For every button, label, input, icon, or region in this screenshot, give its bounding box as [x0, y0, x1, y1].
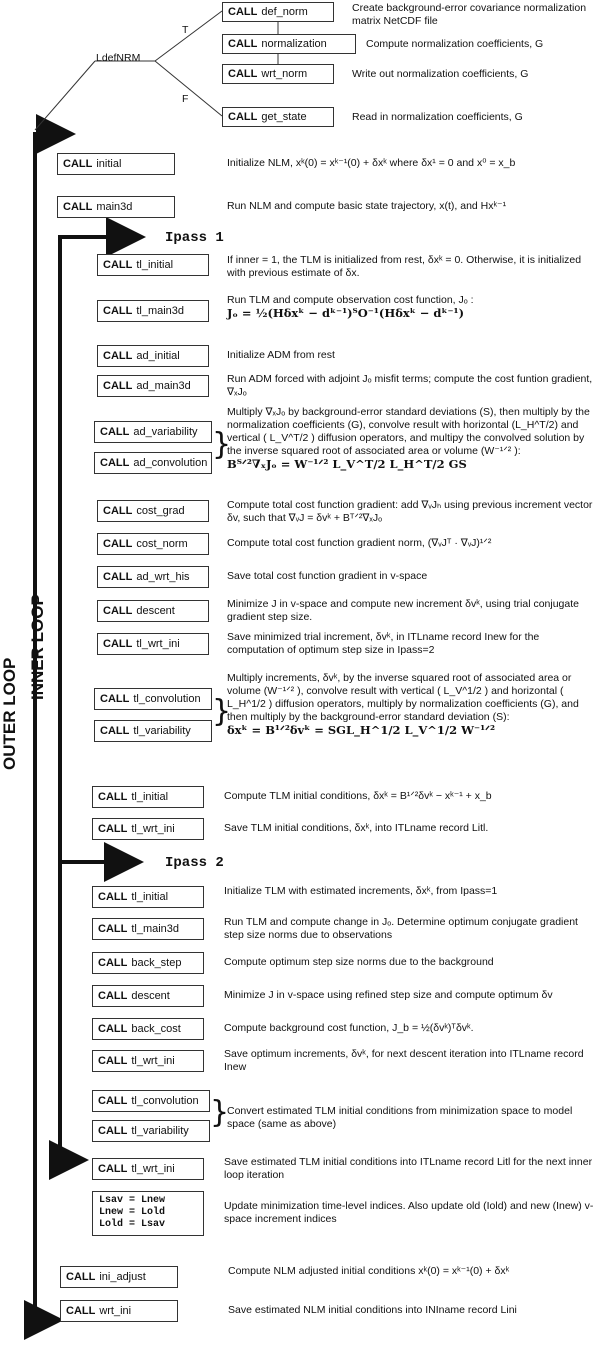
back-step-desc: Compute optimum step size norms due to the background — [224, 956, 494, 968]
tl-wrt-ini-desc: Save minimized trial increment, δvᵏ, in ITLname record Inew for the computation of optimum step size in Ipass=2 — [227, 631, 540, 656]
call-descent-p2-box: CALL descent — [92, 985, 204, 1007]
call-tl-wrt-ini-box: CALL tl_wrt_ini — [97, 633, 209, 655]
tlc-formula: δxᵏ = B¹ᐟ²δvᵏ = SGL_H^1/2 L_V^1/2 W⁻¹ᐟ² — [227, 723, 496, 737]
call-tl-variability-p2-box: CALL tl_variability — [92, 1120, 210, 1142]
ldefnrm-label: LdefNRM — [96, 52, 141, 64]
tl-main3d-desc: Run TLM and compute observation cost function, Jₒ : Jₒ = ½(Hδxᵏ − dᵏ⁻¹)ᵀO⁻¹(Hδxᵏ − dᵏ⁻¹) — [227, 294, 595, 320]
descent-p2-desc: Minimize J in v-space using refined step size and compute optimum δv — [224, 989, 553, 1001]
jo-formula: Jₒ = ½(Hδxᵏ − dᵏ⁻¹)ᵀO⁻¹(Hδxᵏ − dᵏ⁻¹) — [227, 306, 465, 320]
ad-initial-desc: Initialize ADM from rest — [227, 349, 335, 361]
brace-icon: } — [212, 427, 232, 462]
tl-initial-2-desc: Compute TLM initial conditions, δxᵏ = B¹ᐟ²δvᵏ − xᵏ⁻¹ + x_b — [224, 790, 492, 802]
swap-desc: Update minimization time-level indices. Also update old (Iold) and new (Inew) v-space increment indices — [224, 1200, 594, 1225]
call-initial-box: CALL initial — [57, 153, 175, 175]
call-tl-initial-box: CALL tl_initial — [97, 254, 209, 276]
call-def-norm-box: CALL def_norm — [222, 2, 334, 22]
call-cost-norm-box: CALL cost_norm — [97, 533, 209, 555]
call-main3d-box: CALL main3d — [57, 196, 175, 218]
def-norm-desc: Create background-error covariance normalization matrix NetCDF file — [352, 2, 587, 27]
descent-desc: Minimize J in v-space and compute new increment δvᵏ, using trial conjugate gradient step size. — [227, 598, 579, 623]
cost-norm-desc: Compute total cost function gradient norm, (∇ᵥJᵀ · ∇ᵥJ)¹ᐟ² — [227, 537, 492, 549]
ini-adjust-desc: Compute NLM adjusted initial conditions xᵏ(0) = xᵏ⁻¹(0) + δxᵏ — [228, 1265, 510, 1277]
ad-wrt-his-desc: Save total cost function gradient in v-space — [227, 570, 428, 582]
tl-convolution-desc: Multiply increments, δvᵏ, by the inverse squared root of associated area or volume (W⁻¹ᐟ² ), convolve result with vertical ( L_V^1/2 ) and horizontal ( L_H^1/2 ) diffusion operators, multiply by normalization coefficients (G), and then multiply by the background-error standard deviation (S): δxᵏ = B¹ᐟ²δvᵏ = SGL_H^1/2 L_V^1/2 W⁻¹ᐟ² — [227, 672, 595, 737]
wrt-ini-desc: Save estimated NLM initial conditions into INIname record Lini — [228, 1304, 517, 1316]
call-tl-wrt-ini-p2b-box: CALL tl_wrt_ini — [92, 1158, 204, 1180]
tl-initial-desc: If inner = 1, the TLM is initialized from rest, δxᵏ = 0. Otherwise, it is initialized with previous estimate of δx. — [227, 254, 582, 279]
call-back-step-box: CALL back_step — [92, 952, 204, 974]
outer-loop-label: OUTER LOOP — [0, 657, 19, 770]
ipass2-label: Ipass 2 — [165, 855, 224, 871]
ad-variability-desc: Multiply ∇ₓJₒ by background-error standard deviations (S), then multiply by the normalization coefficients (G), convolve result with horizontal (L_H^T/2) and vertical ( L_V^T/2 ) diffusion operators, and multipy the convolved solution by the inverse squared root of associated area or volume (W⁻¹ᐟ² ): Bᵀᐟ²∇ₓJₒ = W⁻¹ᐟ² L_V^T/2 L_H^T/2 GS — [227, 406, 595, 471]
call-tl-main3d-p2-box: CALL tl_main3d — [92, 918, 204, 940]
brace-icon: } — [212, 694, 232, 729]
call-wrt-ini-box: CALL wrt_ini — [60, 1300, 178, 1322]
adv-formula: Bᵀᐟ²∇ₓJₒ = W⁻¹ᐟ² L_V^T/2 L_H^T/2 GS — [227, 457, 467, 471]
call-tl-variability-box: CALL tl_variability — [94, 720, 212, 742]
call-tl-convolution-p2-box: CALL tl_convolution — [92, 1090, 210, 1112]
ad-main3d-desc: Run ADM forced with adjoint Jₒ misfit terms; compute the cost funtion gradient, ∇ₓJₒ — [227, 373, 593, 398]
tl-wrt-ini-2-desc: Save TLM initial conditions, δxᵏ, into ITLname record Litl. — [224, 822, 489, 834]
call-tl-convolution-box: CALL tl_convolution — [94, 688, 212, 710]
call-wrt-norm-box: CALL wrt_norm — [222, 64, 334, 84]
call-descent-box: CALL descent — [97, 600, 209, 622]
inner-loop-label: INNER LOOP — [28, 594, 47, 700]
call-ini-adjust-box: CALL ini_adjust — [60, 1266, 178, 1288]
tl-wrt-ini-p2-desc: Save optimum increments, δvᵏ, for next descent iteration into ITLname record Inew — [224, 1048, 584, 1073]
tl-initial-p2-desc: Initialize TLM with estimated increments, δxᵏ, from Ipass=1 — [224, 885, 498, 897]
call-tl-main3d-box: CALL tl_main3d — [97, 300, 209, 322]
branch-f-label: F — [182, 93, 189, 105]
call-tl-wrt-ini-2-box: CALL tl_wrt_ini — [92, 818, 204, 840]
call-ad-variability-box: CALL ad_variability — [94, 421, 212, 443]
swap-indices-box: Lsav = Lnew Lnew = Lold Lold = Lsav — [92, 1191, 204, 1236]
tl-wrt-ini-p2b-desc: Save estimated TLM initial conditions into ITLname record Litl for the next inner loop iteration — [224, 1156, 593, 1181]
branch-t-label: T — [182, 24, 189, 36]
call-back-cost-box: CALL back_cost — [92, 1018, 204, 1040]
cost-grad-desc: Compute total cost function gradient: add ∇ᵥJₕ using previous increment vector δv, such that ∇ᵥJ = δvᵏ + Bᵀᐟ²∇ₓJₒ — [227, 499, 593, 524]
call-ad-initial-box: CALL ad_initial — [97, 345, 209, 367]
normalization-desc: Compute normalization coefficients, G — [366, 38, 544, 50]
call-get-state-box: CALL get_state — [222, 107, 334, 127]
call-ad-convolution-box: CALL ad_convolution — [94, 452, 212, 474]
back-cost-desc: Compute background cost function, J_b = ½(δvᵏ)ᵀδvᵏ. — [224, 1022, 474, 1034]
initial-desc: Initialize NLM, xᵏ(0) = xᵏ⁻¹(0) + δxᵏ where δx¹ = 0 and x⁰ = x_b — [227, 157, 516, 169]
main3d-desc: Run NLM and compute basic state trajectory, x(t), and Hxᵏ⁻¹ — [227, 200, 507, 212]
call-tl-wrt-ini-p2-box: CALL tl_wrt_ini — [92, 1050, 204, 1072]
call-cost-grad-box: CALL cost_grad — [97, 500, 209, 522]
brace-icon: } — [210, 1095, 230, 1130]
call-ad-wrt-his-box: CALL ad_wrt_his — [97, 566, 209, 588]
call-ad-main3d-box: CALL ad_main3d — [97, 375, 209, 397]
call-tl-initial-2-box: CALL tl_initial — [92, 786, 204, 808]
call-normalization-box: CALL normalization — [222, 34, 356, 54]
wrt-norm-desc: Write out normalization coefficients, G — [352, 68, 529, 80]
tl-main3d-p2-desc: Run TLM and compute change in Jₒ. Determine optimum conjugate gradient step size norms due to observations — [224, 916, 578, 941]
ipass1-label: Ipass 1 — [165, 230, 224, 246]
conv2-desc: Convert estimated TLM initial conditions from minimization space to model space (same as above) — [227, 1105, 573, 1130]
call-tl-initial-p2-box: CALL tl_initial — [92, 886, 204, 908]
get-state-desc: Read in normalization coefficients, G — [352, 111, 523, 123]
